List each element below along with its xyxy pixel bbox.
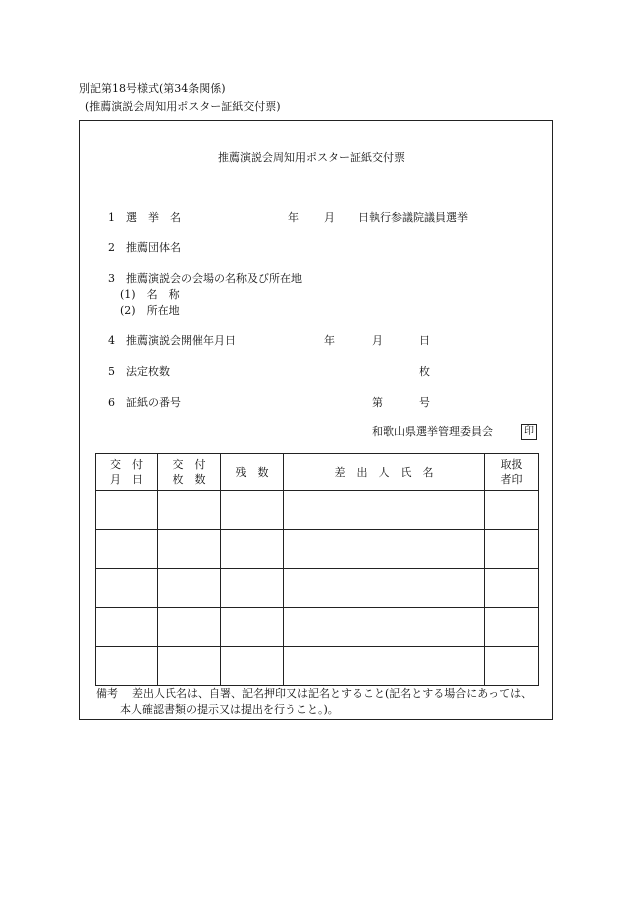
column-submitter-name: 差 出 人 氏 名	[284, 454, 485, 491]
item-1-number: 1	[108, 211, 115, 224]
item-6-label: 証紙の番号	[126, 396, 181, 409]
item-1-label: 選 挙 名	[126, 211, 181, 224]
seal-box: 印	[521, 424, 537, 440]
form-number: 別記第18号様式(第34条関係)	[79, 82, 226, 95]
form-subtitle: (推薦演説会周知用ポスター証紙交付票)	[85, 100, 281, 113]
item-2-label: 推薦団体名	[126, 241, 181, 254]
item-5-unit: 枚	[419, 365, 430, 378]
item-6-prefix: 第	[372, 396, 383, 409]
item-3-label: 推薦演説会の会場の名称及び所在地	[126, 272, 302, 285]
form-title: 推薦演説会周知用ポスター証紙交付票	[218, 151, 405, 164]
notes-label: 備考	[96, 687, 118, 700]
item-3-number: 3	[108, 272, 115, 285]
item-1-month-unit: 月	[324, 211, 335, 224]
item-4-label: 推薦演説会開催年月日	[126, 334, 236, 347]
table-header-row	[96, 454, 539, 491]
notes-line-2: 本人確認書類の提示又は提出を行うこと。)。	[120, 703, 339, 716]
item-4-month-unit: 月	[372, 334, 383, 347]
item-6-suffix: 号	[419, 396, 430, 409]
item-1-suffix: 日執行参議院議員選挙	[358, 211, 468, 224]
issuance-table	[95, 453, 539, 686]
item-3-sub-1: (1) 名 称	[120, 288, 180, 301]
item-6-number: 6	[108, 396, 115, 409]
item-4-year-unit: 年	[324, 334, 335, 347]
item-5-label: 法定枚数	[126, 365, 170, 378]
table-row	[96, 491, 539, 530]
column-issue-count: 交 付 枚 数	[158, 454, 221, 491]
table-row	[96, 647, 539, 686]
column-remaining: 残 数	[221, 454, 284, 491]
table-row	[96, 530, 539, 569]
item-3-sub-2: (2) 所在地	[120, 304, 180, 317]
item-4-day-unit: 日	[419, 334, 430, 347]
item-2-number: 2	[108, 241, 115, 254]
table-row	[96, 608, 539, 647]
item-4-number: 4	[108, 334, 115, 347]
item-5-number: 5	[108, 365, 115, 378]
table-row	[96, 569, 539, 608]
column-handler-seal: 取扱 者印	[485, 454, 539, 491]
notes-line-1: 差出人氏名は、自署、記名押印又は記名とすること(記名とする場合にあっては、	[132, 687, 533, 700]
item-1-year-unit: 年	[288, 211, 299, 224]
committee-name: 和歌山県選挙管理委員会	[372, 425, 493, 438]
column-issue-date: 交 付 月 日	[96, 454, 158, 491]
